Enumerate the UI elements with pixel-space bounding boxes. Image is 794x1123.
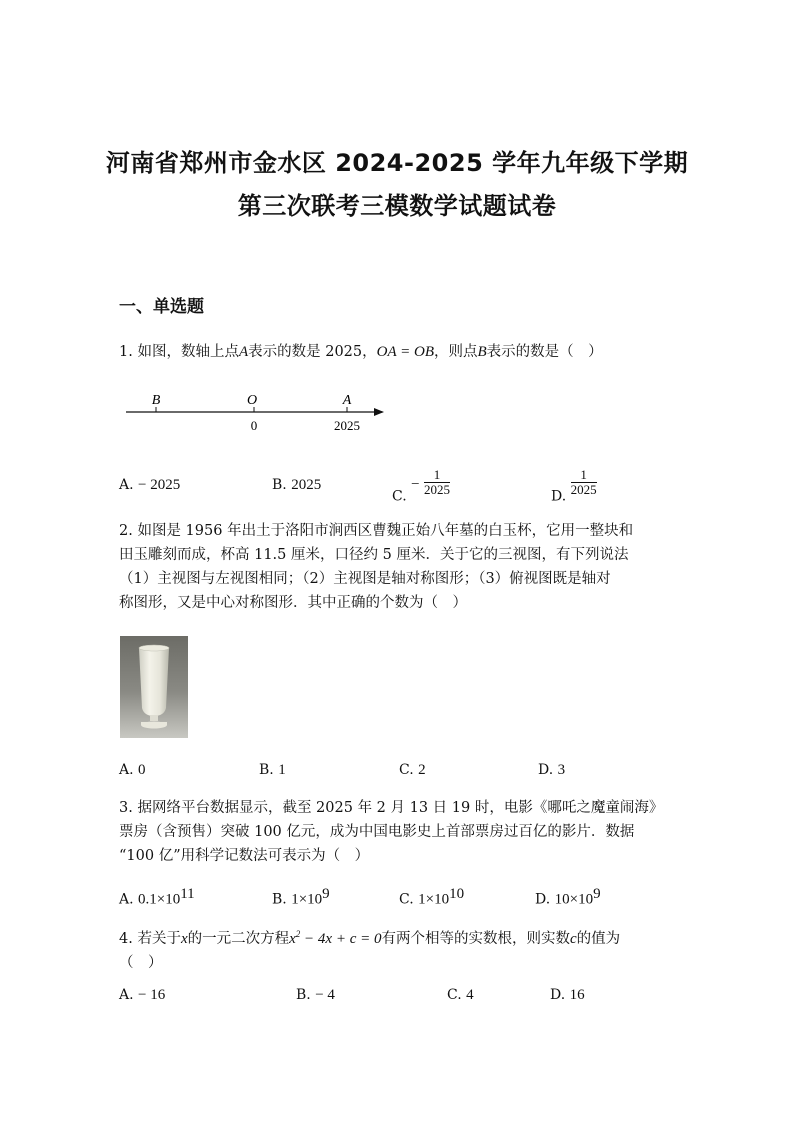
q3-option-c: C. $1\times 10^{10}$ [399, 886, 465, 908]
q3-option-a: A. $0.1\times 10^{11}$ [119, 886, 195, 908]
q1-option-d: D. $\frac{1}{2025}$ [551, 467, 597, 505]
q4-option-d: D. 16 [550, 987, 585, 1003]
math-variable: x [180, 931, 188, 947]
jade-cup-photo [120, 636, 188, 738]
label-B: B [151, 393, 161, 408]
question-3 [119, 796, 679, 868]
question-text: ，则点 [433, 344, 478, 360]
q3-option-d: D. $10\times 10^9$ [535, 886, 601, 908]
label-A: A [342, 393, 352, 408]
label-zero: 0 [250, 418, 258, 433]
math-variable: A [238, 344, 249, 360]
question-number: 4. [119, 931, 133, 947]
question-text: 若关于 [137, 931, 181, 947]
question-number: 3. [119, 800, 133, 816]
q2-option-b: B. 1 [259, 762, 286, 778]
q4-option-a: A. − 16 [119, 987, 166, 1003]
math-equation: $x^2 - 4x + c = 0$ [289, 929, 382, 947]
question-1 [119, 340, 603, 364]
question-4 [119, 922, 679, 975]
question-text: 的值为 [576, 931, 621, 947]
question-number: 1. [119, 344, 133, 360]
label-O: O [246, 393, 258, 408]
question-number: 2. [119, 523, 133, 539]
document-title-line-2: 第三次联考三模数学试题试卷 [237, 192, 557, 220]
question-text: 如图是 1956 年出土于洛阳市涧西区曹魏正始八年墓的白玉杯，它用一整块和 [137, 523, 634, 539]
question-text: 表示的数是 2025， [248, 344, 377, 360]
math-variable: B [477, 344, 487, 360]
q1-option-b: B. 2025 [272, 477, 322, 493]
q1-option-c: C. − $\frac{1}{2025}$ [392, 467, 451, 505]
question-text: （1）主视图与左视图相同；（2）主视图是轴对称图形；（3）俯视图既是轴对 [119, 571, 611, 587]
question-text: 田玉雕刻而成，杯高 11.5 厘米，口径约 5 厘米．关于它的三视图，有下列说法 [119, 547, 629, 563]
q2-option-c: C. 2 [399, 762, 426, 778]
question-text: 据网络平台数据显示，截至 2025 年 2 月 13 日 19 时，电影《哪吒之魔童闹海》 [137, 800, 664, 816]
question-2 [119, 519, 679, 615]
question-text: 称图形，又是中心对称图形．其中正确的个数为（ ） [119, 595, 467, 611]
q4-option-c: C. 4 [447, 987, 474, 1003]
section-heading: 一、单选题 [119, 297, 204, 317]
math-variable: c [569, 931, 577, 947]
question-text: 票房（含预售）突破 100 亿元，成为中国电影史上首部票房过百亿的影片．数据 [119, 824, 635, 840]
label-2025: 2025 [334, 418, 360, 433]
question-text: “100 亿”用科学记数法可表示为（ ） [119, 848, 370, 864]
q1-option-a: A. − 2025 [119, 477, 181, 493]
q2-option-a: A. 0 [119, 762, 146, 778]
number-line-figure [118, 388, 398, 440]
question-text: 有两个相等的实数根，则实数 [381, 931, 570, 947]
q3-option-b: B. $1\times 10^9$ [272, 886, 330, 908]
question-text: 的一元二次方程 [187, 931, 290, 947]
fraction: $\frac{1}{2025}$ [570, 467, 597, 497]
arrow-head-icon [374, 408, 384, 416]
fraction: $\frac{1}{2025}$ [424, 467, 451, 497]
question-text: 如图，数轴上点 [137, 344, 239, 360]
q4-option-b: B. − 4 [296, 987, 335, 1003]
question-text: （ ） [119, 955, 163, 971]
math-equation: OA = OB [376, 344, 434, 360]
question-text: 表示的数是（ ） [486, 344, 603, 360]
q2-option-d: D. 3 [538, 762, 566, 778]
document-title-line-1: 河南省郑州市金水区 2024-2025 学年九年级下学期 [105, 149, 689, 177]
